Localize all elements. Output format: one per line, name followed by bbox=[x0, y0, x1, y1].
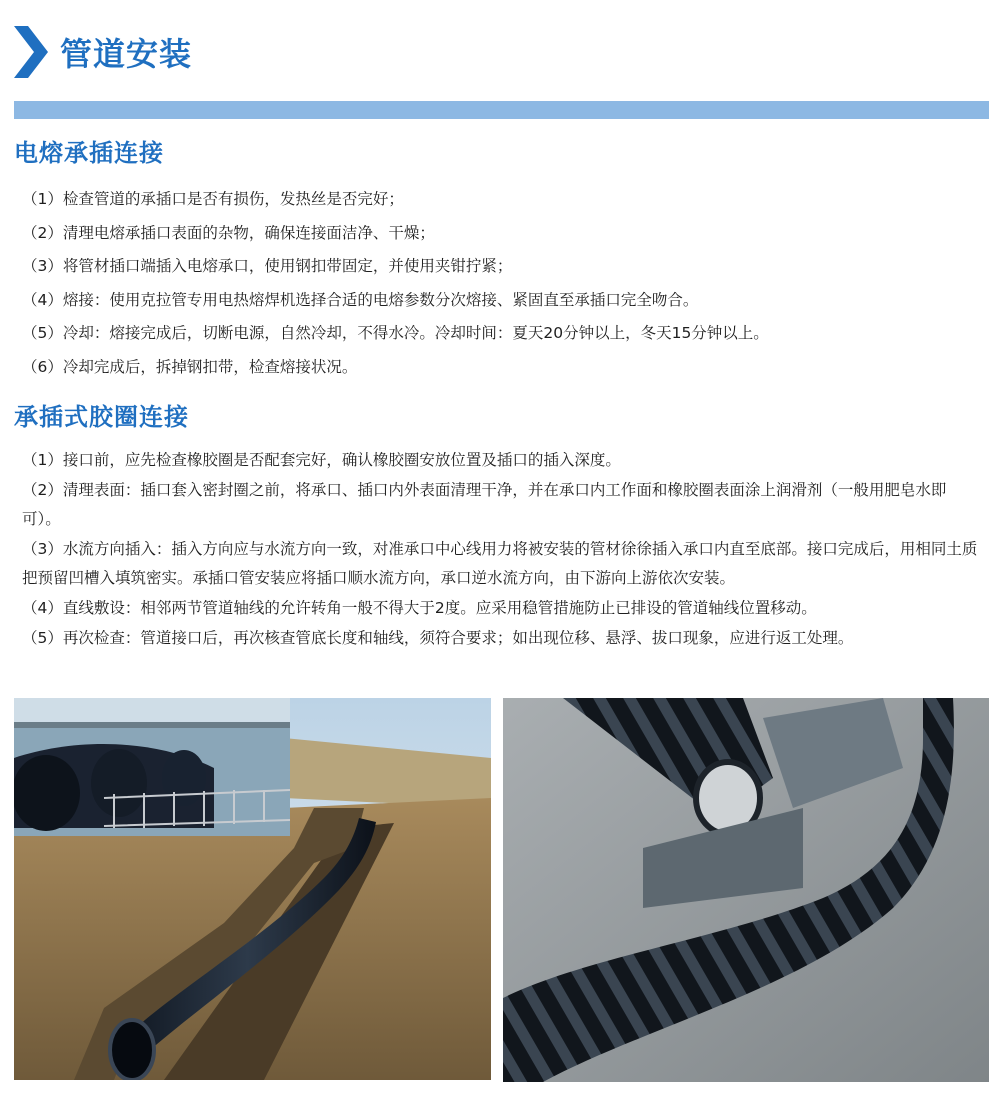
list-item: （1）检查管道的承插口是否有损伤，发热丝是否完好； bbox=[22, 190, 404, 208]
trench-pipe-photo bbox=[14, 698, 491, 1080]
list-item: （6）冷却完成后，拆掉钢扣带，检查熔接状况。 bbox=[22, 357, 358, 376]
list-item: （4）直线敷设：相邻两节管道轴线的允许转角一般不得大于2度。应采用稳管措施防止已排设的管道轴线位置移动。 bbox=[22, 598, 817, 617]
header-divider-band bbox=[14, 101, 989, 119]
rubber-ring-steps-list bbox=[22, 446, 982, 653]
section-title-electrofusion: 电熔承插连接 bbox=[14, 139, 164, 167]
electrofusion-steps-list bbox=[22, 183, 982, 385]
corrugated-pipe-photo bbox=[503, 698, 989, 1082]
list-item: （3）水流方向插入：插入方向应与水流方向一致，对准承口中心线用力将被安装的管材徐徐插入承口内直至底部。接口完成后，用相同土质把预留凹槽入填筑密实。承插口管安装应将插口顺水流方向，承口逆水流方向，由下游向上游依次安装。 bbox=[22, 539, 978, 588]
list-item: （5）再次检查：管道接口后，再次核查管底长度和轴线，须符合要求；如出现位移、悬浮、拔口现象，应进行返工处理。 bbox=[22, 628, 854, 647]
list-item: （1）接口前，应先检查橡胶圈是否配套完好，确认橡胶圈安放位置及插口的插入深度。 bbox=[22, 451, 621, 469]
page-header bbox=[14, 24, 192, 80]
list-item: （5）冷却：熔接完成后，切断电源，自然冷却，不得水冷。冷却时间：夏天20分钟以上，冬天15分钟以上。 bbox=[22, 324, 769, 343]
list-item: （3）将管材插口端插入电熔承口，使用钢扣带固定，并使用夹钳拧紧； bbox=[22, 257, 513, 276]
chevron-right-icon bbox=[14, 26, 48, 78]
list-item: （2）清理电熔承插口表面的杂物，确保连接面洁净、干燥； bbox=[22, 223, 435, 242]
list-item: （4）熔接：使用克拉管专用电热熔焊机选择合适的电熔参数分次熔接、紧固直至承插口完全吻合。 bbox=[22, 290, 699, 309]
section-title-rubber-ring: 承插式胶圈连接 bbox=[14, 403, 189, 431]
list-item: （2）清理表面：插口套入密封圈之前，将承口、插口内外表面清理干净，并在承口内工作面和橡胶圈表面涂上润滑剂（一般用肥皂水即可）。 bbox=[22, 480, 947, 529]
page-title: 管道安装 bbox=[60, 35, 193, 73]
